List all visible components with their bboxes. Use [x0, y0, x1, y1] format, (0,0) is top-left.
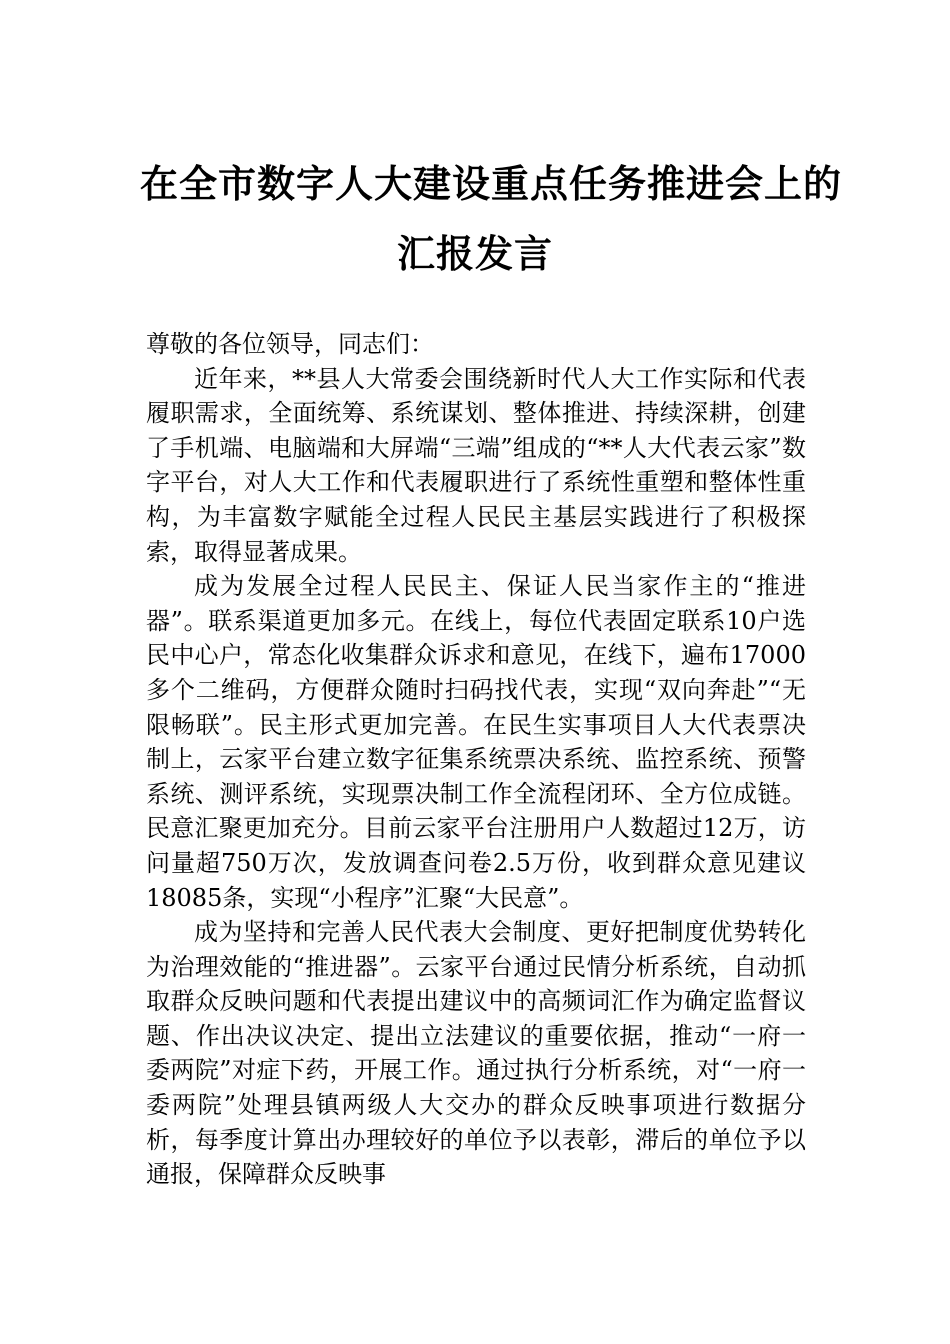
paragraph-1: 近年来，**县人大常委会围绕新时代人大工作实际和代表履职需求，全面统筹、系统谋划、整体推进、持续深耕，创建了手机端、电脑端和大屏端“三端”组成的“**人大代表云家”数字平台，对人大工作和代表履职进行了系统性重塑和整体性重构，为丰富数字赋能全过程人民民主基层实践进行了积极探索，取得显著成果。: [146, 364, 806, 566]
paragraph-2: 成为发展全过程人民民主、保证人民当家作主的“推进器”。联系渠道更加多元。在线上，每位代表固定联系10户选民中心户，常态化收集群众诉求和意见，在线下，遍布17000多个二维码，方便群众随时扫码找代表，实现“双向奔赴”“无限畅联”。民主形式更加完善。在民生实事项目人大代表票决制上，云家平台建立数字征集系统票决系统、监控系统、预警系统、测评系统，实现票决制工作全流程闭环、全方位成链。民意汇聚更加充分。目前云家平台注册用户人数超过12万，访问量超750万次，发放调查问卷2.5万份，收到群众意见建议18085条，实现“小程序”汇聚“大民意”。: [146, 572, 806, 912]
document-body: [146, 327, 806, 1192]
salutation: 尊敬的各位领导，同志们：: [146, 330, 434, 358]
paragraph-3: 成为坚持和完善人民代表大会制度、更好把制度优势转化为治理效能的“推进器”。云家平台通过民情分析系统，自动抓取群众反映问题和代表提出建议中的高频词汇作为确定监督议题、作出决议决定、提出立法建议的重要依据，推动“一府一委两院”对症下药，开展工作。通过执行分析系统，对“一府一委两院”处理县镇两级人大交办的群众反映事项进行数据分析，每季度计算出办理较好的单位予以表彰，滞后的单位予以通报，保障群众反映事: [146, 918, 806, 1189]
document-title-line-1: 在全市数字人大建设重点任务推进会上的: [140, 161, 843, 206]
document-title-line-2: 汇报发言: [396, 231, 553, 276]
